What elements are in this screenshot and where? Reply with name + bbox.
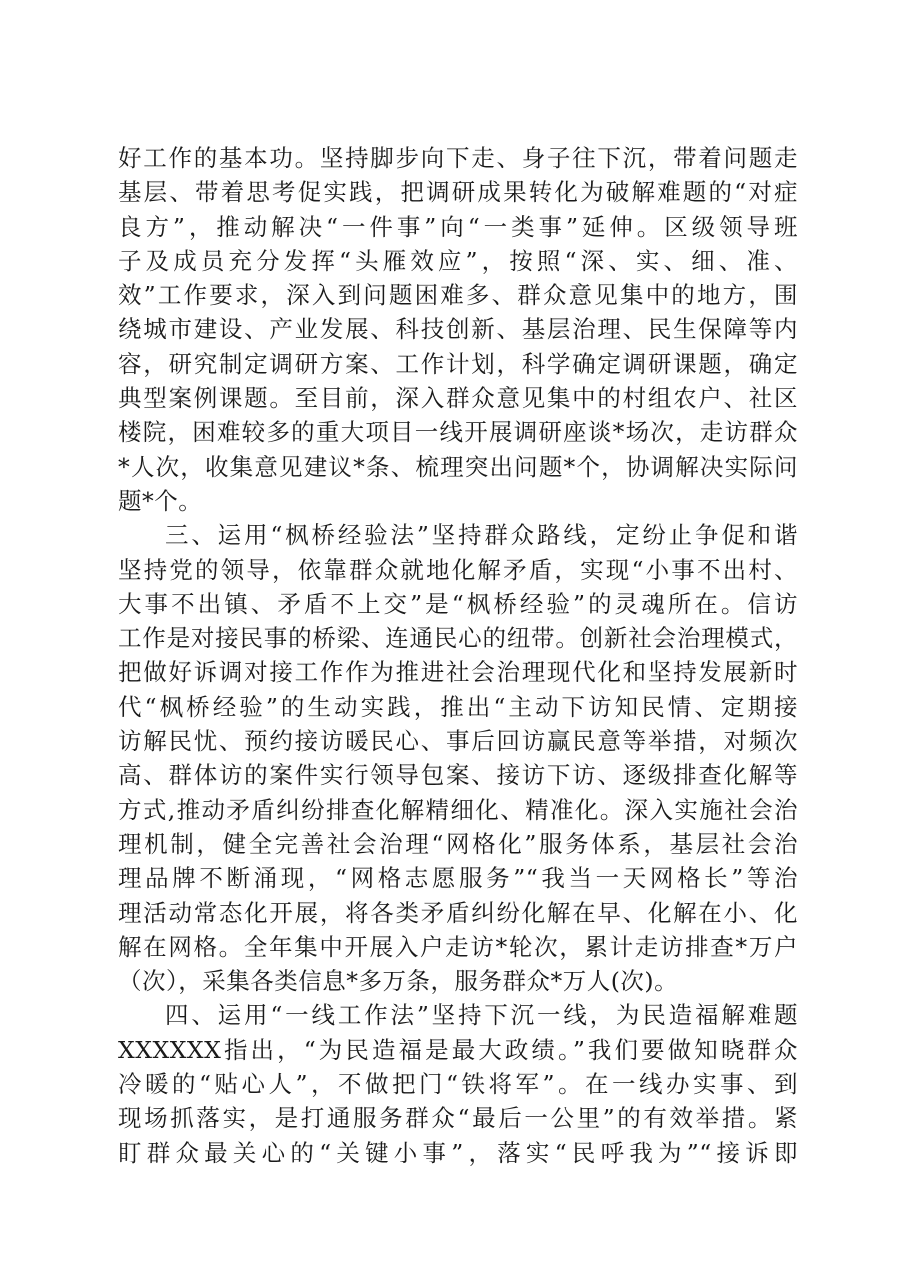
text-line: 坚持党的领导，依靠群众就地化解矛盾，实现“小事不出村、	[118, 555, 798, 584]
body-text	[118, 141, 798, 1170]
text-line: 绕城市建设、产业发展、科技创新、基层治理、民生保障等内	[118, 315, 798, 344]
text-line: 典型案例课题。至目前，深入群众意见集中的村组农户、社区	[118, 384, 798, 413]
text-line: 把做好诉调对接工作作为推进社会治理现代化和坚持发展新时	[118, 658, 798, 687]
text-line: 现场抓落实，是打通服务群众“最后一公里”的有效举措。紧	[118, 1104, 798, 1133]
text-line: 效”工作要求，深入到问题困难多、群众意见集中的地方，围	[118, 281, 798, 310]
text-line: 良方”，推动解决“一件事”向“一类事”延伸。区级领导班	[118, 212, 798, 241]
text-line: 基层、带着思考促实践，把调研成果转化为破解难题的“对症	[118, 178, 798, 207]
text-line: 访解民忧、预约接访暖民心、事后回访赢民意等举措，对频次	[118, 727, 798, 756]
text-line: 工作是对接民事的桥梁、连通民心的纽带。创新社会治理模式，	[118, 624, 798, 653]
text-line: 容，研究制定调研方案、工作计划，科学确定调研课题，确定	[118, 349, 798, 378]
section-heading: 四、运用“一线工作法”坚持下沉一线，为民造福解难题	[165, 1001, 798, 1030]
text-line: 高、群体访的案件实行领导包案、接访下访、逐级排查化解等	[118, 761, 798, 790]
text-line: （次），采集各类信息*多万条，服务群众*万人(次)。	[118, 967, 679, 996]
text-line: 方式,推动矛盾纠纷排查化解精细化、精准化。深入实施社会治	[118, 795, 798, 824]
text-line: 大事不出镇、矛盾不上交”是“枫桥经验”的灵魂所在。信访	[118, 589, 798, 618]
text-line: 代“枫桥经验”的生动实践，推出“主动下访知民情、定期接	[118, 692, 798, 721]
text-line: 子及成员充分发挥“头雁效应”，按照“深、实、细、准、	[118, 246, 798, 275]
text-line: 楼院，困难较多的重大项目一线开展调研座谈*场次，走访群众	[118, 418, 798, 447]
text-line: 理品牌不断涌现，“网格志愿服务”“我当一天网格长”等治	[118, 864, 798, 893]
text-line: 好工作的基本功。坚持脚步向下走、身子往下沉，带着问题走	[118, 144, 798, 172]
section-heading: 三、运用“枫桥经验法”坚持群众路线，定纷止争促和谐	[165, 521, 798, 550]
text-line: *人次，收集意见建议*条、梳理突出问题*个，协调解决实际问	[118, 452, 798, 481]
text-line: 理机制，健全完善社会治理“网格化”服务体系，基层社会治	[118, 829, 798, 858]
text-line: 理活动常态化开展，将各类矛盾纠纷化解在早、化解在小、化	[118, 898, 798, 927]
text-line: 冷暖的“贴心人”，不做把门“铁将军”。在一线办实事、到	[118, 1070, 798, 1099]
text-line: 解在网格。全年集中开展入户走访*轮次，累计走访排查*万户	[118, 932, 798, 961]
text-line: XXXXXX指出，“为民造福是最大政绩。”我们要做知晓群众	[118, 1035, 798, 1064]
text-line: 盯群众最关心的“关键小事”，落实“民呼我为”“接诉即	[118, 1138, 798, 1167]
text-line: 题*个。	[118, 486, 203, 515]
